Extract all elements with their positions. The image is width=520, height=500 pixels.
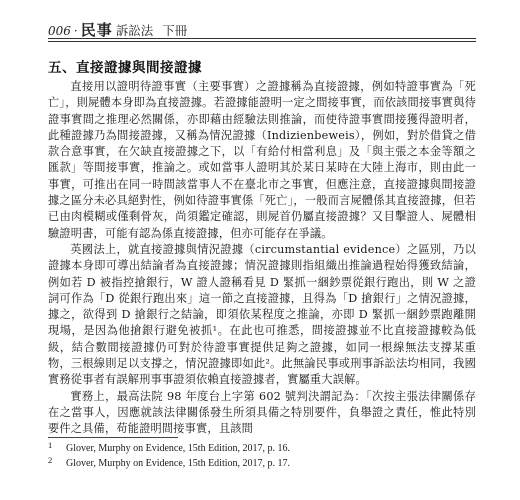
footnote-mark: 1: [48, 440, 53, 450]
header-separator: ·: [73, 24, 78, 38]
header-rule-bottom: [48, 41, 476, 42]
volume-label: 下冊: [162, 23, 188, 38]
body-text: [48, 79, 476, 438]
paragraph: 直接用以證明待證事實（主要事實）之證據稱為直接證據，例如特證事實為「死亡」，則屍體本身即為直接證據。若證據能證明一定之間接事實，而依該間接事實與待證事實間之推理必然關係，亦即藉由經驗法則推論，而使待證事實間接獲得證明者，此種證據乃為間接證據，又稱為情況證據（Indizienbeweis），例如，對於借貸之借款合意事實，在欠缺直接證據之下，以「有給付相當利息」及「與主張之本金等額之匯款」等間接事實，推論之。或如當事人證明其於某日某時在大陸上海市，則由此一事實，可推出在同一時間該當事人不在臺北市之事實，但應注意，直接證據與間接證據之區分未必具絕對性，例如待證事實係「死亡」，一般而言屍體係其直接證據，但若已由肉模糊或僅剩骨灰，尚須鑑定確認，則屍首仍屬直接證據？又目擊證人、屍體相驗證明書，可能有認為係直接證據，但亦可能存在爭議。: [48, 80, 476, 240]
footnote: [48, 441, 476, 456]
footnote: [48, 456, 476, 471]
page-number: 006: [48, 24, 71, 38]
section-heading: 五、直接證據與間接證據: [48, 60, 202, 76]
footnotes: [48, 441, 476, 471]
running-header: [48, 19, 187, 40]
paragraph: 英國法上，就直接證據與情況證據（circumstantial evidence）之區別，乃以證據本身即可導出結論者為直接證據；情況證據則指組織出推論過程始得獲致結論，例如若 D 被指控搶銀行，W 證人證稱看見 D 緊抓一綑鈔票從銀行跑出，則 W 之證詞可作為「D 從銀行跑出來」這一節之直接證據，且得為「D 搶銀行」之情況證據，據之，欲得到 D 搶銀行之結論，即須依某程度之推論，亦即 D 緊抓一綑鈔票跑離開現場，是因為他搶銀行避免被抓¹。在此也可推悉，間接證據並不比直接證據較為低級，結合數間接證據仍可對於待證事實提供足夠之證據，如同一根線無法支撐某重物，三根線則足以支撐之，情況證據即如此²。此無論民事或刑事訴訟法均相同，我國實務從事者有誤解刑事事證須依賴直接證據者，實屬重大誤解。: [48, 242, 476, 387]
header-rule-top: [48, 38, 476, 39]
footnote-text: Glover, Murphy on Evidence, 15th Edition, 2017, p. 17.: [66, 458, 291, 469]
book-title: 民事: [80, 21, 113, 39]
book-subtitle: 訴訟法: [115, 23, 154, 38]
footnote-text: Glover, Murphy on Evidence, 15th Edition, 2017, p. 16.: [66, 443, 291, 454]
footnote-rule: [48, 437, 178, 438]
footnote-mark: 2: [48, 455, 53, 465]
paragraph: 實務上，最高法院 98 年度台上字第 602 號判決謂記為：「次按主張法律關係存在之當事人，因應就該法律關係發生所須具備之特別要件，負舉證之責任，惟此特別要件之具備，苟能證明間接事實，且該間: [48, 389, 476, 436]
